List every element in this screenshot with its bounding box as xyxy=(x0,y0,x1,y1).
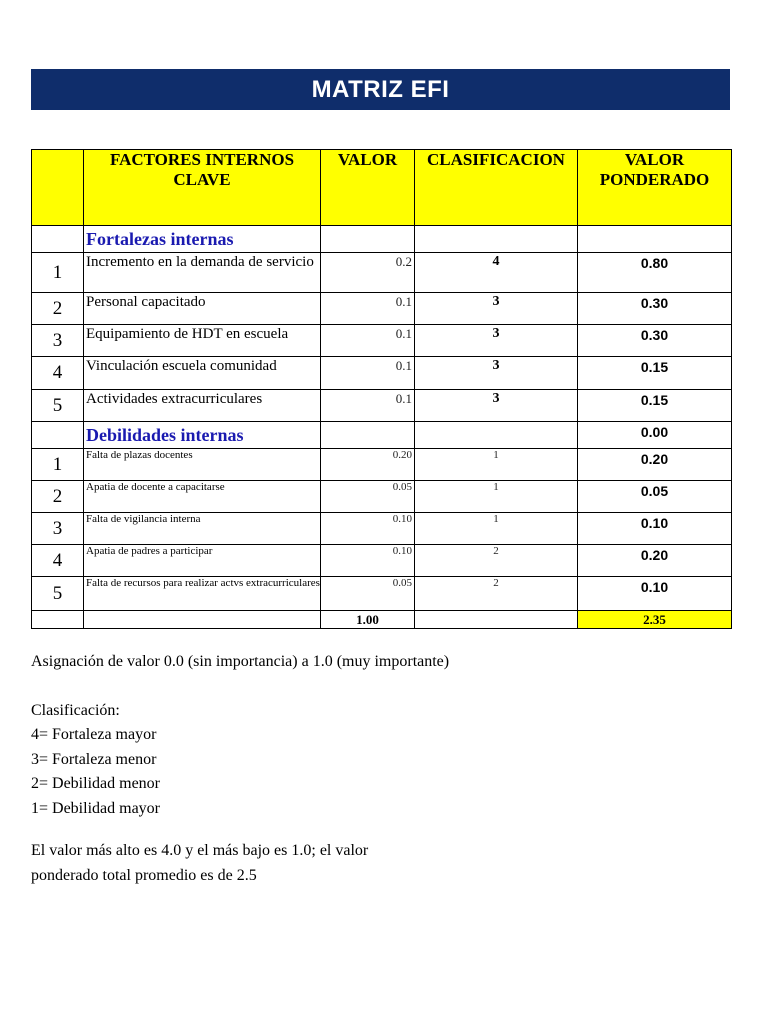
note-c2: 2= Debilidad menor xyxy=(31,775,160,792)
note-final-line1: El valor más alto es 4.0 y el más bajo es 1.0; el valor xyxy=(31,842,369,859)
table-row: 3 Equipamiento de HDT en escuela 0.1 3 0.30 xyxy=(32,325,732,357)
header-factores: FACTORES INTERNOS CLAVE xyxy=(84,150,321,226)
debilidades-ponderado: 0.00 xyxy=(578,422,732,449)
section-label-debilidades: Debilidades internas xyxy=(84,422,321,449)
note-c1: 1= Debilidad mayor xyxy=(31,799,160,817)
note-clasificacion-title: Clasificación: xyxy=(31,701,120,719)
efi-matrix-table xyxy=(31,149,732,629)
header-num xyxy=(32,150,84,226)
note-c4: 4= Fortaleza mayor xyxy=(31,726,157,743)
table-row: 2 Apatia de docente a capacitarse 0.05 1 0.05 xyxy=(32,481,732,513)
table-row: 3 Falta de vigilancia interna 0.10 1 0.10 xyxy=(32,513,732,545)
table-row: 2 Personal capacitado 0.1 3 0.30 xyxy=(32,293,732,325)
page-title: MATRIZ EFI xyxy=(31,69,730,110)
table-row: 4 Apatia de padres a participar 0.10 2 0.20 xyxy=(32,545,732,577)
header-clasificacion: CLASIFICACION xyxy=(415,150,578,226)
totals-row xyxy=(32,611,732,629)
table-row: 4 Vinculación escuela comunidad 0.1 3 0.15 xyxy=(32,357,732,390)
section-row-fortalezas xyxy=(32,226,732,253)
header-valor: VALOR xyxy=(321,150,415,226)
header-ponderado: VALOR PONDERADO xyxy=(578,150,732,226)
note-asignacion: Asignación de valor 0.0 (sin importancia) a 1.0 (muy importante) xyxy=(31,653,450,670)
table-row: 5 Falta de recursos para realizar actvs extracurriculares 0.05 2 0.10 xyxy=(32,577,732,611)
note-final-line2: ponderado total promedio es de 2.5 xyxy=(31,866,257,884)
table-row: 1 Falta de plazas docentes 0.20 1 0.20 xyxy=(32,449,732,481)
section-row-debilidades xyxy=(32,422,732,449)
section-label-fortalezas: Fortalezas internas xyxy=(84,226,321,253)
total-ponderado: 2.35 xyxy=(578,611,732,629)
notes-section xyxy=(31,650,449,888)
note-c3: 3= Fortaleza menor xyxy=(31,750,157,768)
table-header-row xyxy=(32,150,732,226)
table-row: 1 Incremento en la demanda de servicio 0.2 4 0.80 xyxy=(32,253,732,293)
table-row: 5 Actividades extracurriculares 0.1 3 0.15 xyxy=(32,390,732,422)
total-valor: 1.00 xyxy=(321,611,415,629)
